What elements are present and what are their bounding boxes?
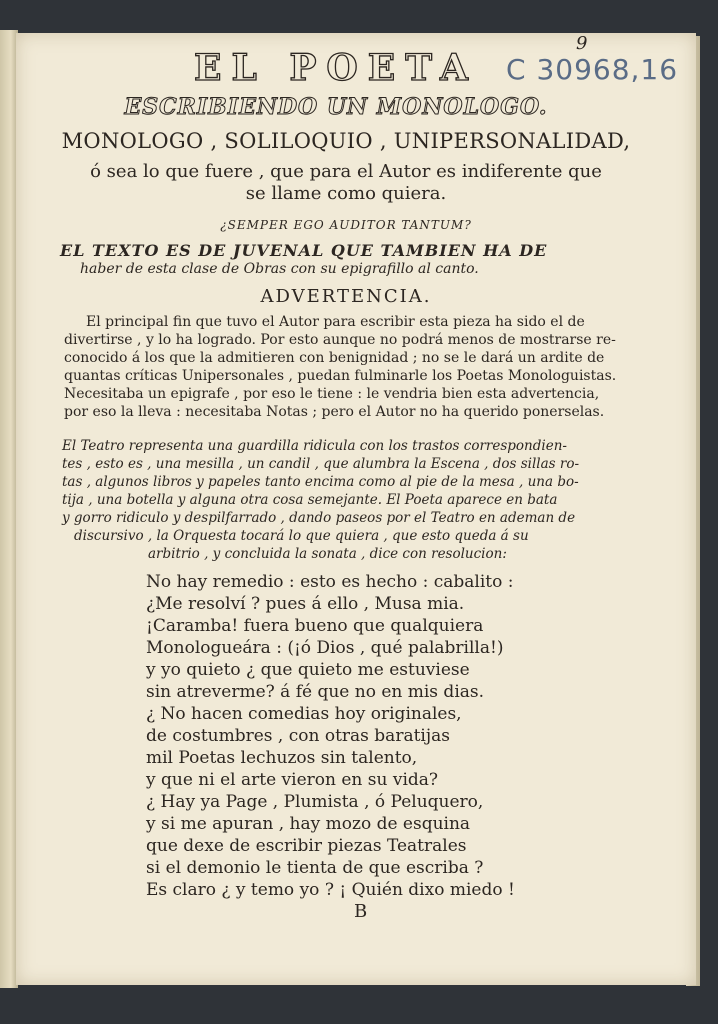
title-line-3: se llame como quiera. bbox=[245, 183, 447, 204]
stage-direction-line: arbitrio , y concluida la sonata , dice con resolucion: bbox=[148, 546, 507, 562]
verse-line: y que ni el arte vieron en su vida? bbox=[146, 770, 439, 790]
title-line-2: ó sea lo que fuere , que para el Autor es indiferente que bbox=[90, 161, 602, 182]
verse-line: ¿ Hay ya Page , Plumista , ó Peluquero, bbox=[146, 792, 484, 812]
advertencia-line: El principal fin que tuvo el Autor para escribir esta pieza ha sido el de bbox=[86, 314, 585, 330]
title-subtitle: ESCRIBIENDO UN MONOLOGO. bbox=[124, 94, 548, 120]
title-main: EL POETA bbox=[194, 47, 478, 89]
stage-direction-line: tes , esto es , una mesilla , un candil , que alumbra la Escena , dos sillas ro- bbox=[62, 456, 580, 472]
signature-mark: B bbox=[354, 901, 368, 922]
verse-line: y si me apuran , hay mozo de esquina bbox=[146, 814, 471, 834]
advertencia-line: quantas críticas Unipersonales , puedan fulminarle los Poetas Monologuistas. bbox=[64, 368, 617, 384]
stage-direction-line: El Teatro representa una guardilla ridicula con los trastos correspondien- bbox=[62, 438, 567, 454]
verse-line: Monologueára : (¡ó Dios , qué palabrilla!) bbox=[146, 638, 504, 658]
advertencia-line: conocido á los que la admitieren con benignidad ; no se le dará un ardite de bbox=[64, 350, 605, 366]
verse-line: mil Poetas lechuzos sin talento, bbox=[146, 748, 418, 768]
stage-direction-line: tas , algunos libros y papeles tanto encima como al pie de la mesa , una bo- bbox=[62, 474, 579, 490]
epigraph-note-line-2: haber de esta clase de Obras con su epigrafillo al canto. bbox=[80, 261, 479, 277]
verse-line: No hay remedio : esto es hecho : cabalito : bbox=[146, 572, 514, 592]
verse-line: ¿Me resolví ? pues á ello , Musa mia. bbox=[146, 594, 465, 614]
epigraph: ¿SEMPER EGO AUDITOR TANTUM? bbox=[220, 218, 472, 232]
verse-line: si el demonio le tienta de que escriba ? bbox=[146, 858, 484, 878]
stage-direction-line: tija , una botella y alguna otra cosa semejante. El Poeta aparece en bata bbox=[62, 492, 558, 508]
page-number: 9 bbox=[576, 33, 588, 54]
verse-line: ¡Caramba! fuera bueno que qualquiera bbox=[146, 616, 484, 636]
verse-line: ¿ No hacen comedias hoy originales, bbox=[146, 704, 462, 724]
stage-direction-line: y gorro ridiculo y despilfarrado , dando paseos por el Teatro en ademan de bbox=[62, 510, 576, 526]
verse-line: sin atreverme? á fé que no en mis dias. bbox=[146, 682, 485, 702]
epigraph-note-line-1: EL TEXTO ES DE JUVENAL QUE TAMBIEN HA DE bbox=[60, 241, 548, 260]
advertencia-line: por eso la lleva : necesitaba Notas ; pero el Autor no ha querido ponerselas. bbox=[64, 404, 605, 420]
verse-line: Es claro ¿ y temo yo ? ¡ Quién dixo miedo ! bbox=[146, 880, 515, 900]
verse-line: de costumbres , con otras baratijas bbox=[146, 726, 450, 746]
document-page bbox=[16, 33, 696, 985]
advertencia-line: divertirse , y lo ha logrado. Por esto aunque no podrá menos de mostrarse re- bbox=[64, 332, 616, 348]
stage-direction-line: discursivo , la Orquesta tocará lo que quiera , que esto queda á su bbox=[74, 528, 529, 544]
title-line-1: MONOLOGO , SOLILOQUIO , UNIPERSONALIDAD, bbox=[61, 129, 631, 153]
advertencia-line: Necesitaba un epigrafe , por eso le tiene : le vendria bien esta advertencia, bbox=[64, 386, 600, 402]
verse-line: que dexe de escribir piezas Teatrales bbox=[146, 836, 467, 856]
verse-line: y yo quieto ¿ que quieto me estuviese bbox=[146, 660, 470, 680]
library-shelfmark: C 30968,16 bbox=[506, 53, 679, 86]
advertencia-heading: ADVERTENCIA. bbox=[260, 286, 432, 307]
